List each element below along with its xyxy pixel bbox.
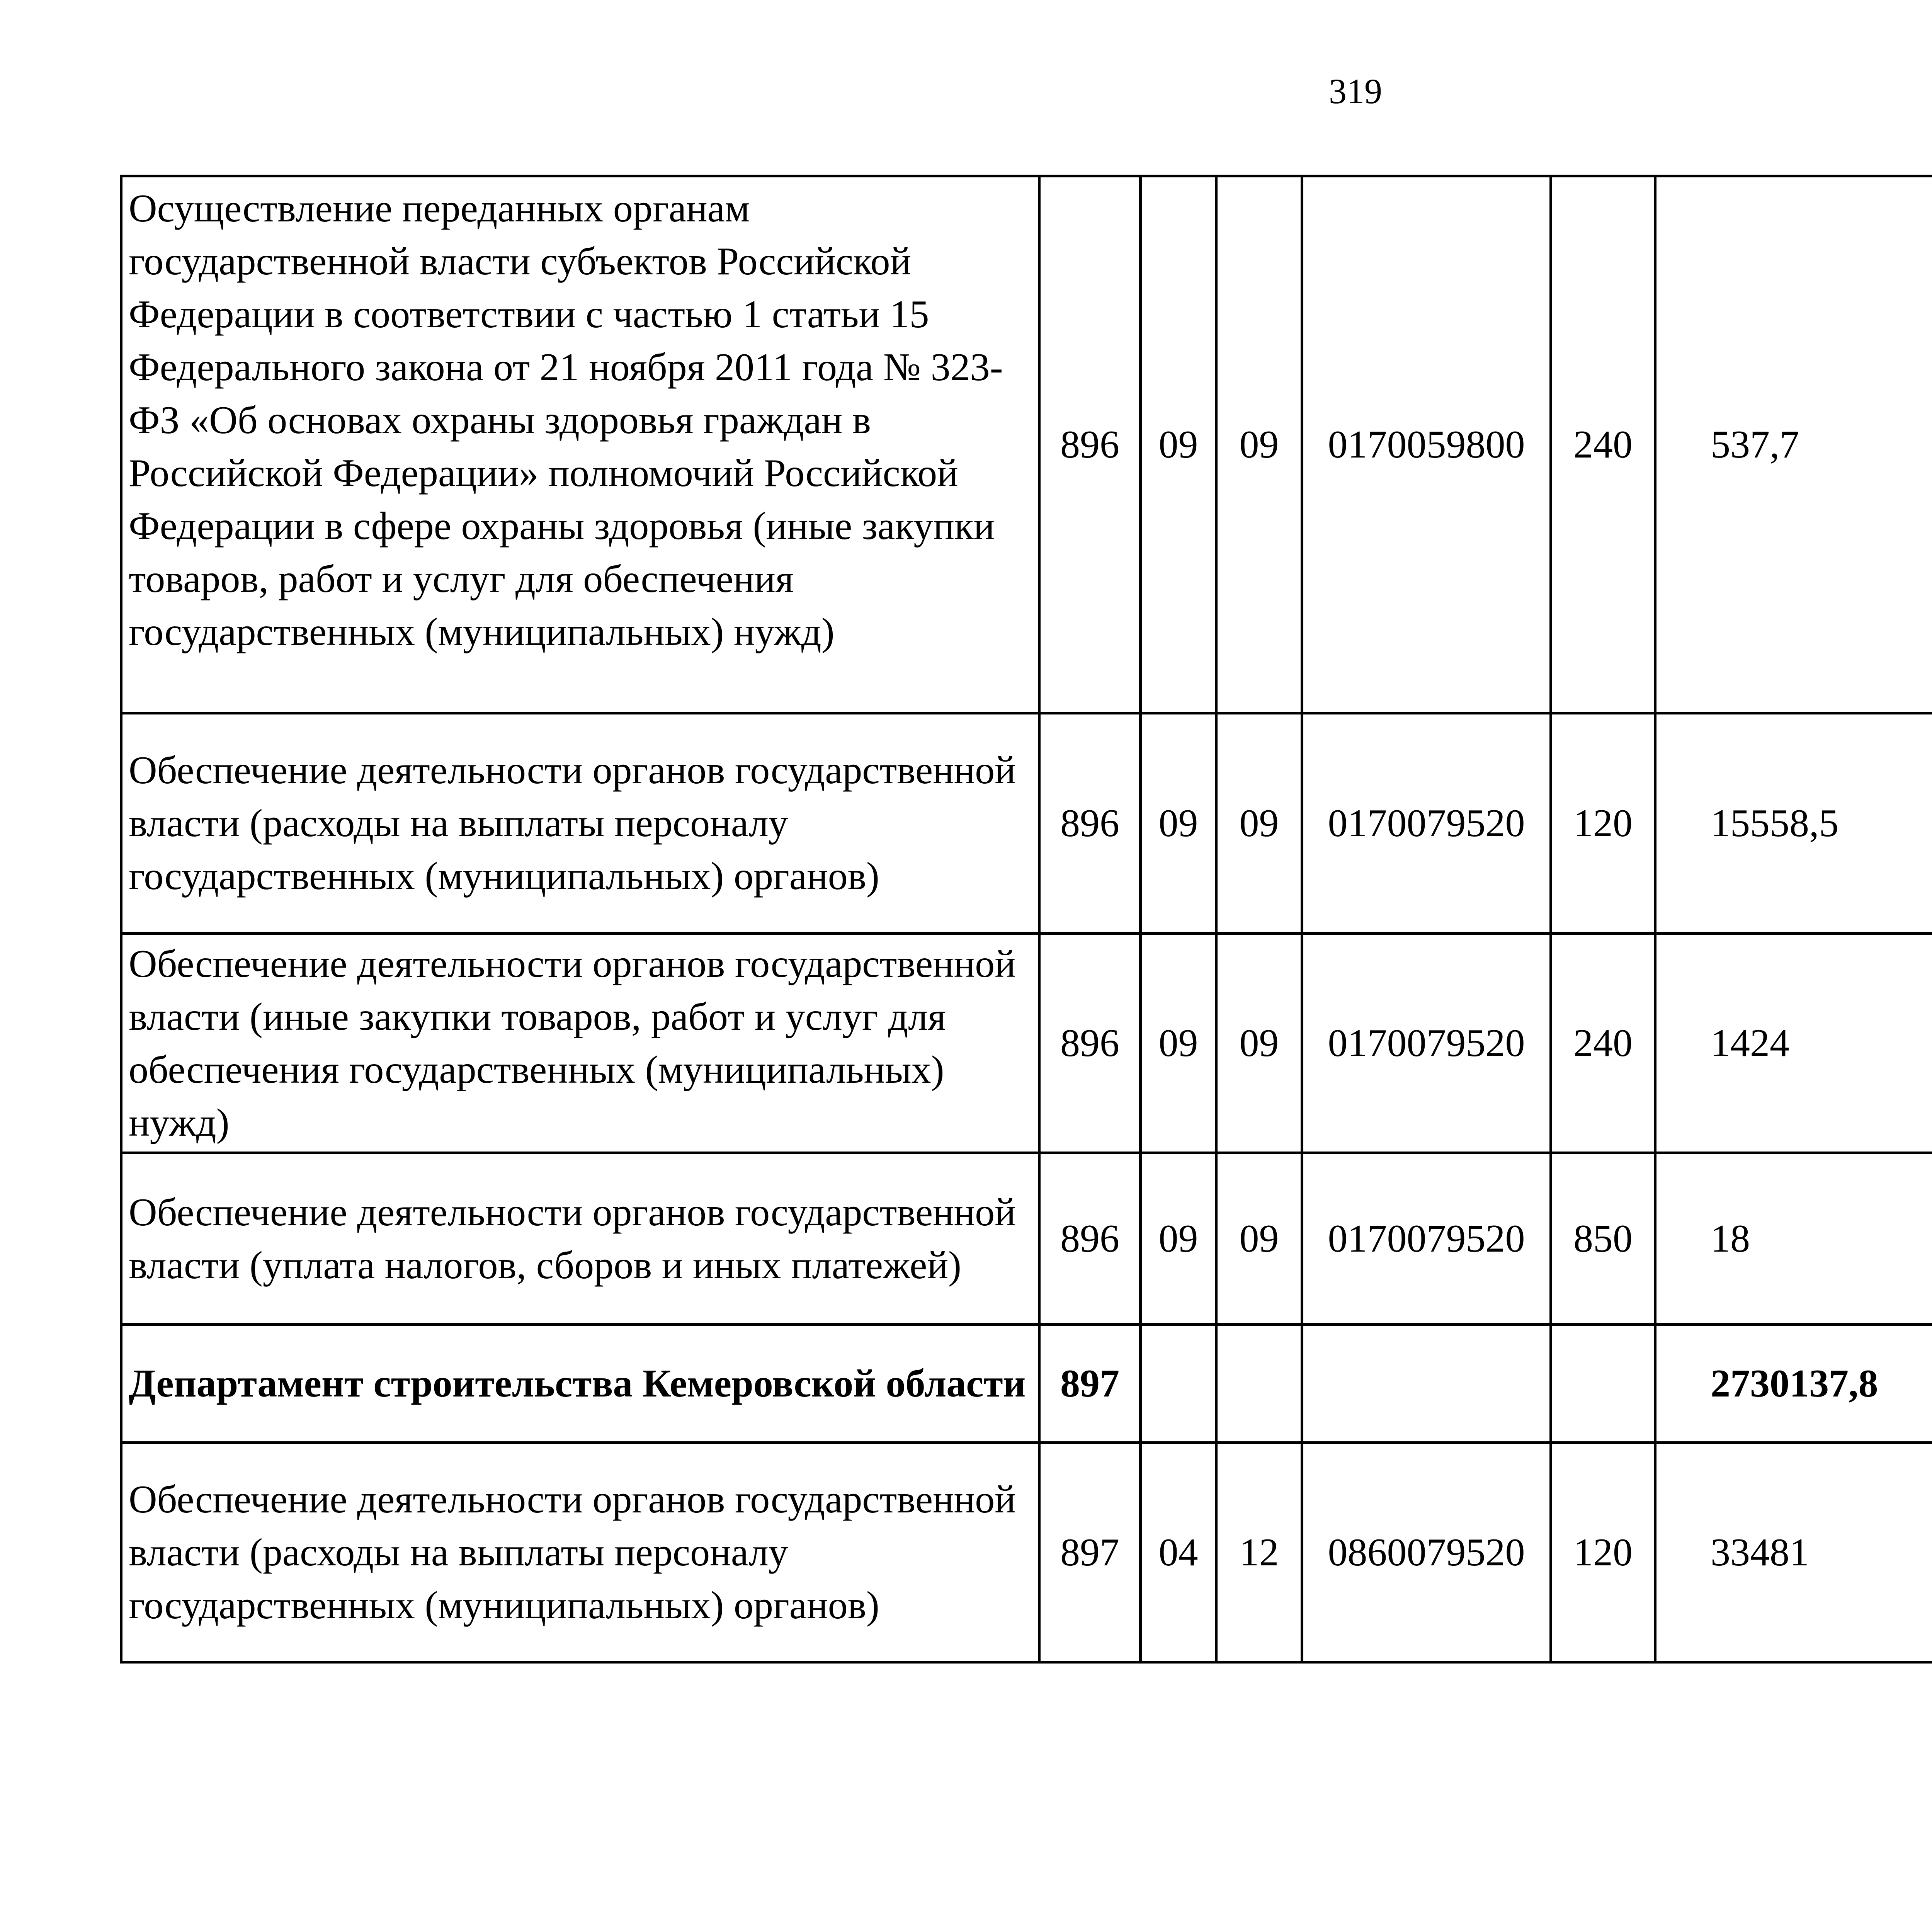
section-code-cell: 09 (1141, 176, 1216, 713)
subsection-code-cell: 09 (1216, 1153, 1302, 1325)
expense-name-cell: Обеспечение деятельности органов государственной власти (иные закупки товаров, работ и услуг для обеспечения государственных (муниципальных) нужд) (121, 934, 1039, 1153)
amount-year-1-cell: 2730137,8 (1655, 1325, 1932, 1443)
section-code-cell: 09 (1141, 1153, 1216, 1325)
ministry-code-cell: 897 (1039, 1325, 1141, 1443)
ministry-code-cell: 896 (1039, 176, 1141, 713)
subsection-code-cell: 09 (1216, 713, 1302, 934)
page-number: 319 (1329, 71, 1382, 111)
expense-type-cell: 850 (1551, 1153, 1655, 1325)
table-row-department-total (121, 1325, 1932, 1443)
amount-year-1-cell: 33481 (1655, 1443, 1932, 1662)
expense-name-cell: Осуществление переданных органам государственной власти субъектов Российской Федерации в соответствии с частью 1 статьи 15 Федерального закона от 21 ноября 2011 года № 323-ФЗ «Об основах охраны здоровья граждан в Российской Федерации» полномочий Российской Федерации в сфере охраны здоровья (иные закупки товаров, работ и услуг для обеспечения государственных (муниципальных) нужд) (121, 176, 1039, 713)
department-name-cell: Департамент строительства Кемеровской области (121, 1325, 1039, 1443)
target-article-cell: 0170079520 (1302, 934, 1551, 1153)
ministry-code-cell: 896 (1039, 713, 1141, 934)
ministry-code-cell: 896 (1039, 1153, 1141, 1325)
section-code-cell: 09 (1141, 934, 1216, 1153)
section-code-cell (1141, 1325, 1216, 1443)
amount-year-1-cell: 15558,5 (1655, 713, 1932, 934)
target-article-cell (1302, 1325, 1551, 1443)
expense-type-cell: 240 (1551, 176, 1655, 713)
amount-year-1-cell: 18 (1655, 1153, 1932, 1325)
expense-name-cell: Обеспечение деятельности органов государственной власти (расходы на выплаты персоналу государственных (муниципальных) органов) (121, 713, 1039, 934)
ministry-code-cell: 896 (1039, 934, 1141, 1153)
table-row (121, 176, 1932, 713)
section-code-cell: 09 (1141, 713, 1216, 934)
target-article-cell: 0170059800 (1302, 176, 1551, 713)
subsection-code-cell (1216, 1325, 1302, 1443)
budget-table (120, 175, 1932, 1664)
subsection-code-cell: 09 (1216, 176, 1302, 713)
ministry-code-cell: 897 (1039, 1443, 1141, 1662)
target-article-cell: 0170079520 (1302, 713, 1551, 934)
target-article-cell: 0170079520 (1302, 1153, 1551, 1325)
subsection-code-cell: 12 (1216, 1443, 1302, 1662)
table-row (121, 1153, 1932, 1325)
amount-year-1-cell: 1424 (1655, 934, 1932, 1153)
expense-name-cell: Обеспечение деятельности органов государственной власти (уплата налогов, сборов и иных платежей) (121, 1153, 1039, 1325)
expense-type-cell: 120 (1551, 1443, 1655, 1662)
section-code-cell: 04 (1141, 1443, 1216, 1662)
table-row (121, 713, 1932, 934)
expense-type-cell (1551, 1325, 1655, 1443)
expense-type-cell: 240 (1551, 934, 1655, 1153)
expense-type-cell: 120 (1551, 713, 1655, 934)
expense-name-cell: Обеспечение деятельности органов государственной власти (расходы на выплаты персоналу государственных (муниципальных) органов) (121, 1443, 1039, 1662)
amount-year-1-cell: 537,7 (1655, 176, 1932, 713)
subsection-code-cell: 09 (1216, 934, 1302, 1153)
table-row (121, 934, 1932, 1153)
target-article-cell: 0860079520 (1302, 1443, 1551, 1662)
table-row (121, 1443, 1932, 1662)
